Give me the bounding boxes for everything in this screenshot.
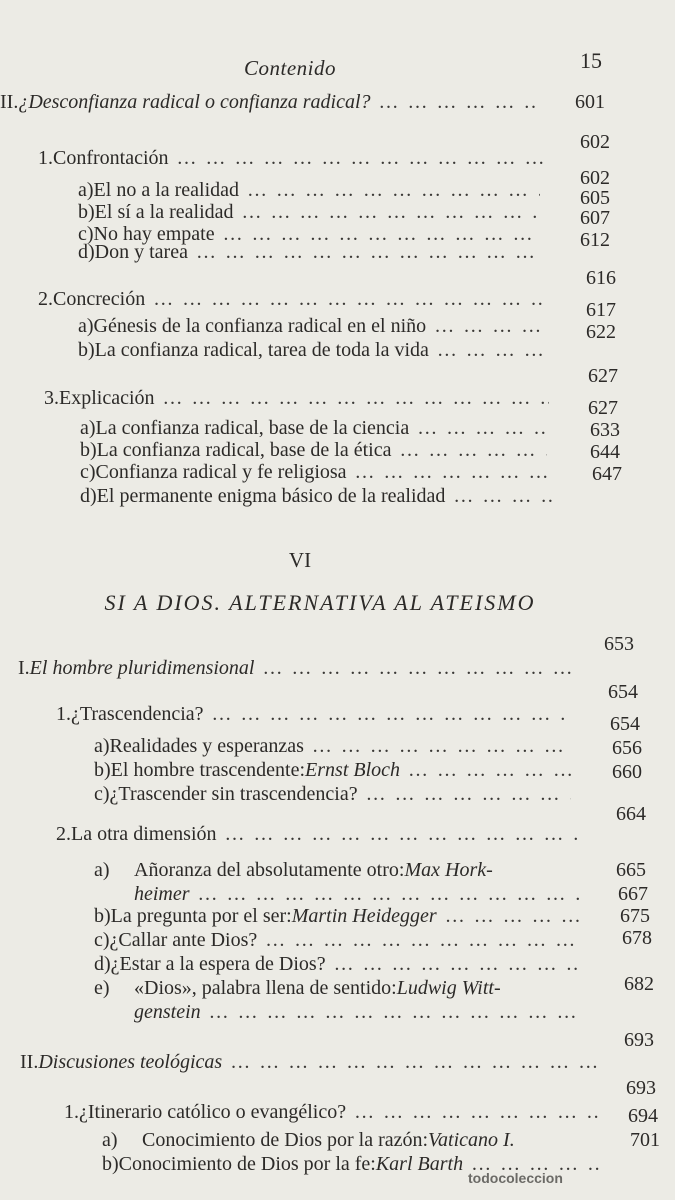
toc-entry-page: 675 (620, 905, 650, 927)
toc-entry-section: 2. Concreción … … … … … … … … … … … … … … … … … … … … … … … … … … … … … … … … … … … … … … … … … (38, 287, 553, 311)
toc-entry-item: b) La confianza radical, tarea de toda la vida … … … … … … … … … … … … … … … … … … … … … … … … … … … … … … … … … … … … … … … … … (78, 338, 553, 362)
toc-entry-page: 633 (590, 419, 620, 441)
toc-entry-section: 1. Confrontación … … … … … … … … … … … … … … … … … … … … … … … … … … … … … … … … … … … … … … … … … (38, 146, 553, 170)
page-number: 15 (580, 48, 602, 73)
toc-entry-page: 665 (616, 859, 646, 881)
toc-entry-item: e) «Dios», palabra llena de sentido: Ludwig Witt- (94, 977, 501, 999)
toc-entry-item-continuation: heimer … … … … … … … … … … … … … … … … … … … … … … … … … … … … … … … … … … … … … … … … … (134, 882, 589, 906)
toc-entry-item: c) Confianza radical y fe religiosa … … … … … … … … … … … … … … … … … … … … … … … … … … … … … … … … … … … … … … … … … (80, 460, 555, 484)
toc-entry-page: 627 (588, 365, 618, 387)
toc-entry-page: 660 (612, 761, 642, 783)
toc-entry-item: b) Conocimiento de Dios por la fe: Karl Barth … … … … … … … … … … … … … … … … … … … … … … … … … … … … … … … … … … … … … … … … … (102, 1152, 610, 1176)
toc-entry-page: 607 (580, 207, 610, 229)
toc-entry-section: 1. ¿Itinerario católico o evangélico? … … … … … … … … … … … … … … … … … … … … … … … … … … … … … … … … … … … … … … … … … (64, 1100, 609, 1124)
toc-entry-page: 656 (612, 737, 642, 759)
toc-entry-page: 644 (590, 441, 620, 463)
toc-entry-page: 693 (624, 1029, 654, 1051)
toc-entry-item: c) ¿Callar ante Dios? … … … … … … … … … … … … … … … … … … … … … … … … … … … … … … … … … … … … … … … … … (94, 928, 589, 952)
running-title: Contenido (244, 56, 336, 80)
toc-entry-item: d) ¿Estar a la espera de Dios? … … … … … … … … … … … … … … … … … … … … … … … … … … … … … … … … … … … … … … … … … (94, 952, 589, 976)
toc-entry-page: 601 (575, 91, 605, 113)
toc-entry-page: 602 (580, 131, 610, 153)
toc-entry-item-continuation: genstein … … … … … … … … … … … … … … … … … … … … … … … … … … … … … … … … … … … … … … … … … (134, 1000, 594, 1024)
toc-entry-page: 701 (630, 1129, 660, 1151)
toc-entry-page: 605 (580, 187, 610, 209)
toc-entry-page: 627 (588, 397, 618, 419)
toc-entry-item: a) La confianza radical, base de la ciencia … … … … … … … … … … … … … … … … … … … … … … … … … … … … … … … … … … … … … … … … … (80, 416, 555, 440)
toc-entry-section: 1. ¿Trascendencia? … … … … … … … … … … … … … … … … … … … … … … … … … … … … … … … … … … … … … … … … … (56, 702, 576, 726)
toc-entry-page: 653 (604, 633, 634, 655)
toc-entry-page: 694 (628, 1105, 658, 1127)
toc-entry-page: 602 (580, 167, 610, 189)
toc-entry-chapter: II. ¿Desconfianza radical o confianza radical? … … … … … … … … … … … … … … … … … … … … … … … … … … … … … … … … … … … … … … … … … (0, 90, 545, 114)
toc-entry-page: 617 (586, 299, 616, 321)
toc-entry-item: a) Conocimiento de Dios por la razón: Vaticano I. (102, 1129, 515, 1151)
toc-entry-section: 3. Explicación … … … … … … … … … … … … … … … … … … … … … … … … … … … … … … … … … … … … … … … … … (44, 386, 557, 410)
toc-entry-page: 647 (592, 463, 622, 485)
toc-entry-item: b) La confianza radical, base de la ética … … … … … … … … … … … … … … … … … … … … … … … … … … … … … … … … … … … … … … … … … (80, 438, 555, 462)
part-title: SI A DIOS. ALTERNATIVA AL ATEISMO (104, 590, 536, 615)
toc-entry-item: a) Génesis de la confianza radical en el niño … … … … … … … … … … … … … … … … … … … … … … … … … … … … … … … … … … … … … … … … … (78, 314, 553, 338)
toc-entry-page: 693 (626, 1077, 656, 1099)
toc-entry-page: 667 (618, 883, 648, 905)
watermark-logo: todocoleccion (468, 1170, 563, 1186)
toc-entry-item: b) El hombre trascendente: Ernst Bloch … … … … … … … … … … … … … … … … … … … … … … … … … … … … … … … … … … … … … … … … … (94, 758, 579, 782)
toc-entry-item: c) ¿Trascender sin trascendencia? … … … … … … … … … … … … … … … … … … … … … … … … … … … … … … … … … … … … … … … … … (94, 782, 579, 806)
part-number: VI (288, 548, 312, 572)
toc-entry-page: 622 (586, 321, 616, 343)
toc-entry-page: 664 (616, 803, 646, 825)
toc-entry-item: b) El sí a la realidad … … … … … … … … … … … … … … … … … … … … … … … … … … … … … … … … … … … … … … … … … (78, 200, 548, 224)
toc-entry-item: c) No hay empate … … … … … … … … … … … … … … … … … … … … … … … … … … … … … … … … … … … … … … … … … (78, 222, 548, 246)
toc-entry-chapter: II. Discusiones teológicas … … … … … … … … … … … … … … … … … … … … … … … … … … … … … … … … … … … … … … … … … (20, 1050, 608, 1074)
toc-entry-title: ¿Desconfianza radical o confianza radical? (18, 91, 371, 113)
toc-entry-section: 2. La otra dimensión … … … … … … … … … … … … … … … … … … … … … … … … … … … … … … … … … … … … … … … … … (56, 822, 586, 846)
toc-entry-item: a) Añoranza del absolutamente otro: Max Hork- (94, 859, 493, 881)
toc-entry-chapter: I. El hombre pluridimensional … … … … … … … … … … … … … … … … … … … … … … … … … … … … … … … … … … … … … … … … … (18, 656, 580, 680)
toc-entry-item: d) Don y tarea … … … … … … … … … … … … … … … … … … … … … … … … … … … … … … … … … … … … … … … … … (78, 240, 548, 264)
toc-entry-page: 682 (624, 973, 654, 995)
toc-entry-page: 678 (622, 927, 652, 949)
toc-entry-page: 612 (580, 229, 610, 251)
toc-entry-page: 616 (586, 267, 616, 289)
toc-entry-page: 654 (610, 713, 640, 735)
toc-entry-page: 654 (608, 681, 638, 703)
toc-entry-item: a) El no a la realidad … … … … … … … … … … … … … … … … … … … … … … … … … … … … … … … … … … … … … … … … … (78, 178, 548, 202)
toc-entry-item: b) La pregunta por el ser: Martin Heidegger … … … … … … … … … … … … … … … … … … … … … … … … … … … … … … … … … … … … … … … … … (94, 904, 589, 928)
toc-entry-item: d) El permanente enigma básico de la realidad … … … … … … … … … … … … … … … … … … … … … … … … … … … … … … … … … … … … … … … … … (80, 484, 560, 508)
toc-entry-item: a) Realidades y esperanzas … … … … … … … … … … … … … … … … … … … … … … … … … … … … … … … … … … … … … … … … … (94, 734, 579, 758)
